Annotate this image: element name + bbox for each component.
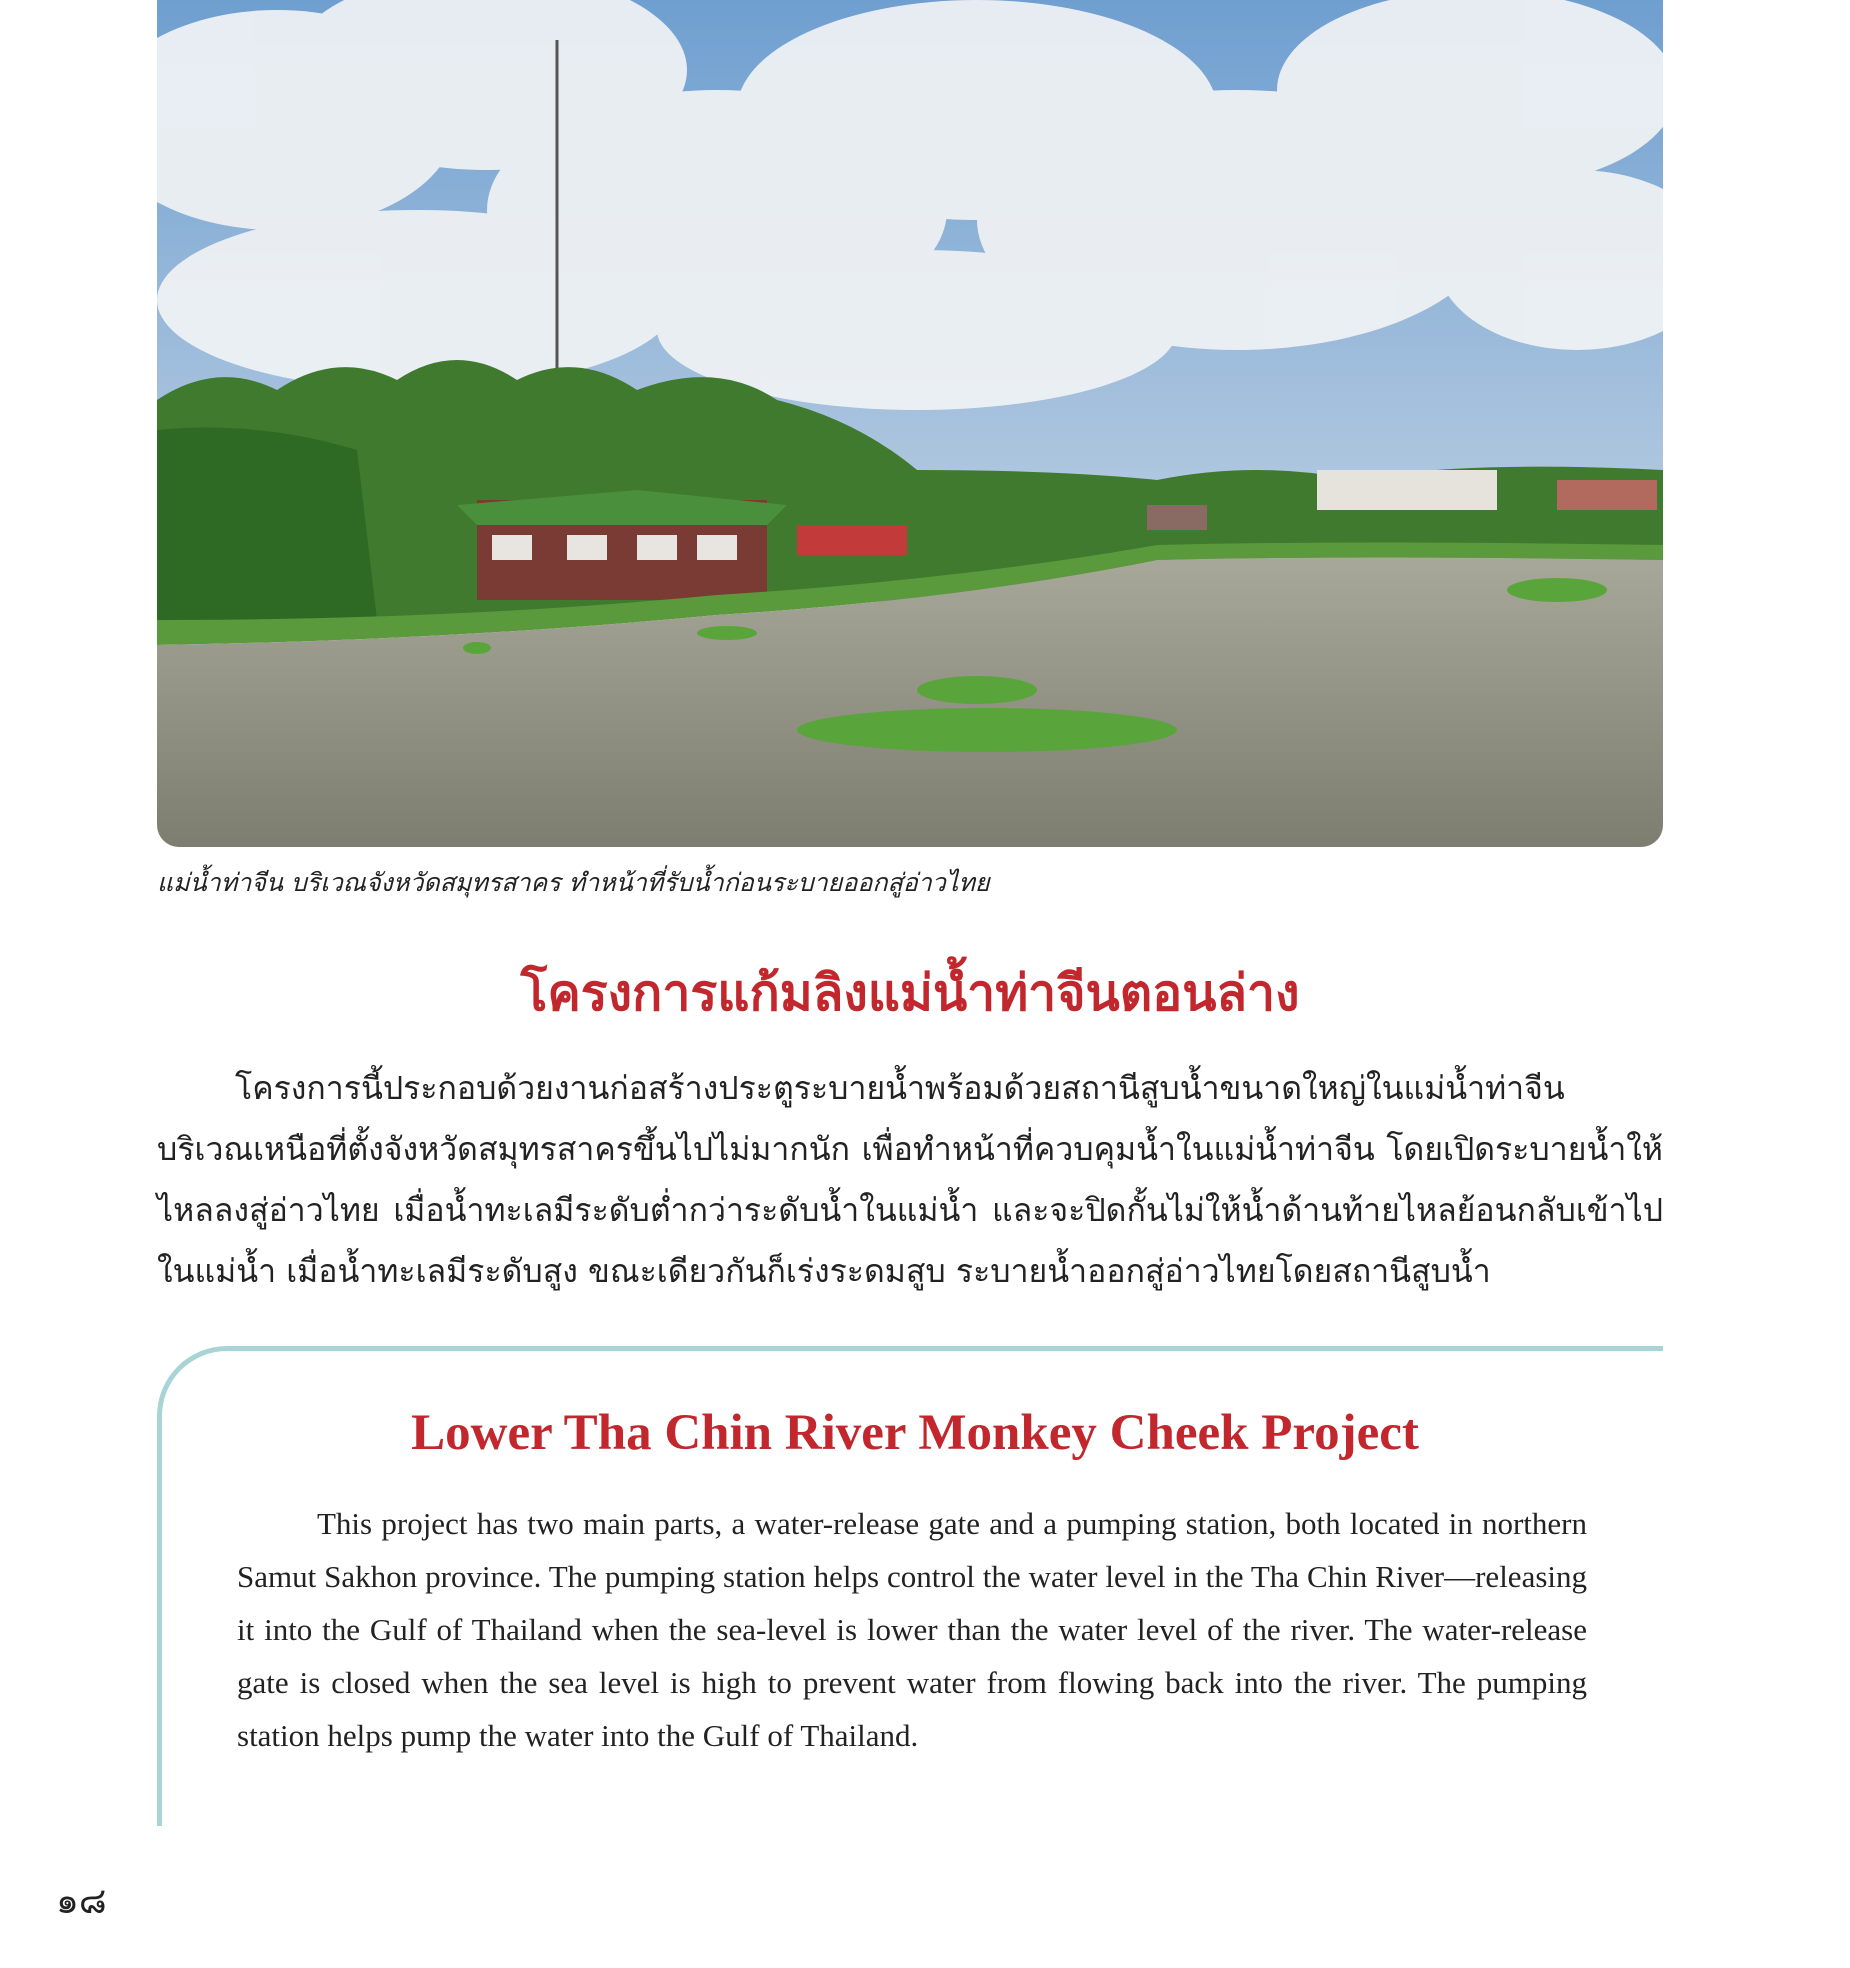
thai-body: โครงการนี้ประกอบด้วยงานก่อสร้างประตูระบายน้ำพร้อมด้วยสถานีสูบน้ำขนาดใหญ่ในแม่น้ำท่าจีน บริเวณเหนือที่ตั้งจังหวัดสมุทรสาครขึ้นไปไม่มากนัก เพื่อทำหน้าที่ควบคุมน้ำในแม่น้ำท่าจีน โดยเปิดระบายน้ำให้ไหลลงสู่อ่าวไทย เมื่อน้ำทะเลมีระดับต่ำกว่าระดับน้ำในแม่น้ำ และจะปิดกั้นไม่ให้น้ำด้านท้ายไหลย้อนกลับเข้าไปในแม่น้ำ เมื่อน้ำทะเลมีระดับสูง ขณะเดียวกันก็เร่งระดมสูบ ระบายน้ำออกสู่อ่าวไทยโดยสถานีสูบน้ำ (157, 1069, 1663, 1290)
english-body: This project has two main parts, a water-release gate and a pumping station, both located in northern Samut Sakhon province. The pumping station helps control the water level in the Tha Chin River—releasing it into the Gulf of Thailand when the sea-level is lower than the water level of the river. The water-release gate is closed when the sea level is high to prevent water from flowing back into the river. The pumping station helps pump the water into the Gulf of Thailand. (237, 1506, 1587, 1753)
river-photo (157, 0, 1663, 847)
river-photo-icon (157, 0, 1663, 847)
photo-caption: แม่น้ำท่าจีน บริเวณจังหวัดสมุทรสาคร ทำหน้าที่รับน้ำก่อนระบายออกสู่อ่าวไทย (157, 868, 990, 897)
page-number: ๑๘ (56, 1881, 107, 1922)
english-panel (157, 1346, 1663, 1826)
thai-title: โครงการแก้มลิงแม่น้ำท่าจีนตอนล่าง (520, 964, 1300, 1022)
english-title: Lower Tha Chin River Monkey Cheek Project (411, 1405, 1419, 1461)
